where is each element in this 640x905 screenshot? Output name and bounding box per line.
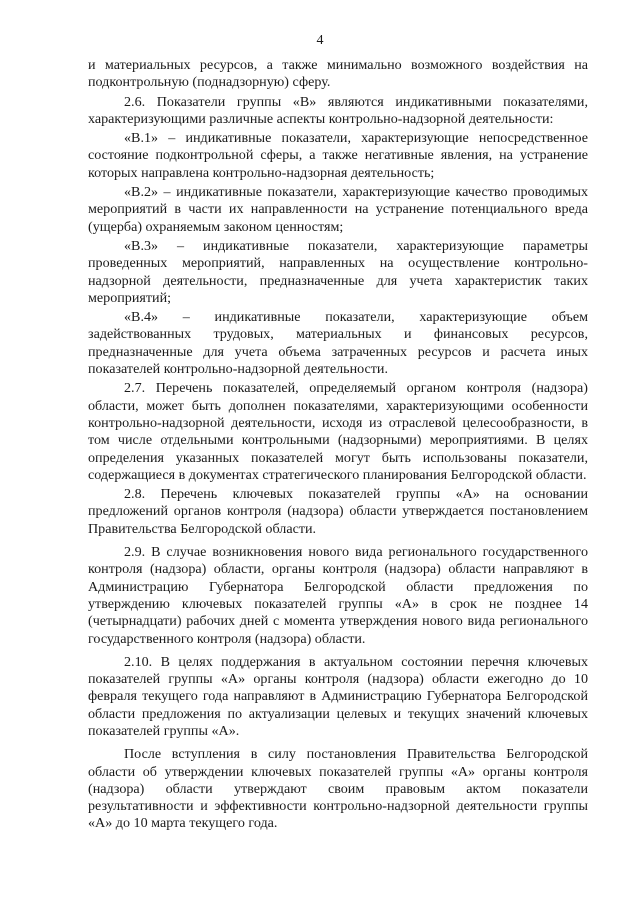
document-body	[88, 57, 588, 833]
paragraph-final: После вступления в силу постановления Правительства Белгородской области об утверждении ключевых показателей группы «А» органы контроля (надзора) области утверждают своим правовым актом показатели результативности и эффективности контрольно-надзорной деятельности группы «А» до 10 марта текущего года.	[88, 746, 588, 832]
paragraph-2-7: 2.7. Перечень показателей, определяемый органом контроля (надзора) области, может быть дополнен показателями, характеризующими особенности контрольно-надзорной деятельности, исходя из отраслевой целесообразности, в том числе отдельными контрольными (надзорными) мероприятиями. В целях определения указанных показателей могут быть использованы показатели, содержащиеся в документах стратегического планирования Белгородской области.	[88, 380, 588, 483]
paragraph-2-8: 2.8. Перечень ключевых показателей группы «А» на основании предложений органов контроля (надзора) области утверждается постановлением Правительства Белгородской области.	[88, 486, 588, 537]
paragraph-b1: «В.1» – индикативные показатели, характеризующие непосредственное состояние подконтрольной сферы, а также негативные явления, на устранение которых направлена контрольно-надзорная деятельность;	[88, 130, 588, 181]
paragraph-2-10: 2.10. В целях поддержания в актуальном состоянии перечня ключевых показателей группы «А» органы контроля (надзора) области ежегодно до 10 февраля текущего года направляют в Администрацию Губернатора Белгородской области предложения по актуализации целевых и текущих значений ключевых показателей группы «А».	[88, 653, 588, 739]
page-number: 4	[316, 33, 324, 48]
paragraph-b3: «В.3» – индикативные показатели, характеризующие параметры проведенных мероприятий, направленных на осуществление контрольно-надзорной деятельности, предназначенные для учета характеристик таких мероприятий;	[88, 237, 588, 306]
paragraph-b2: «В.2» – индикативные показатели, характеризующие качество проводимых мероприятий в части их направленности на устранение потенциального вреда (ущерба) охраняемым законом ценностям;	[88, 184, 588, 235]
paragraph-2-6: 2.6. Показатели группы «В» являются индикативными показателями, характеризующими различные аспекты контрольно-надзорной деятельности:	[88, 93, 588, 127]
paragraph-continuation: и материальных ресурсов, а также минимально возможного воздействия на подконтрольную (поднадзорную) сферу.	[88, 57, 588, 91]
paragraph-2-9: 2.9. В случае возникновения нового вида регионального государственного контроля (надзора) области, органы контроля (надзора) области направляют в Администрацию Губернатора Белгородской области предложения по утверждению ключевых показателей группы «А» в срок не позднее 14 (четырнадцати) рабочих дней с момента утверждения нового вида регионального государственного контроля (надзора) области.	[88, 544, 588, 647]
paragraph-b4: «В.4» – индикативные показатели, характеризующие объем задействованных трудовых, материальных и финансовых ресурсов, предназначенные для учета объема затраченных ресурсов и расчета иных показателей контрольно-надзорной деятельности.	[88, 309, 588, 378]
